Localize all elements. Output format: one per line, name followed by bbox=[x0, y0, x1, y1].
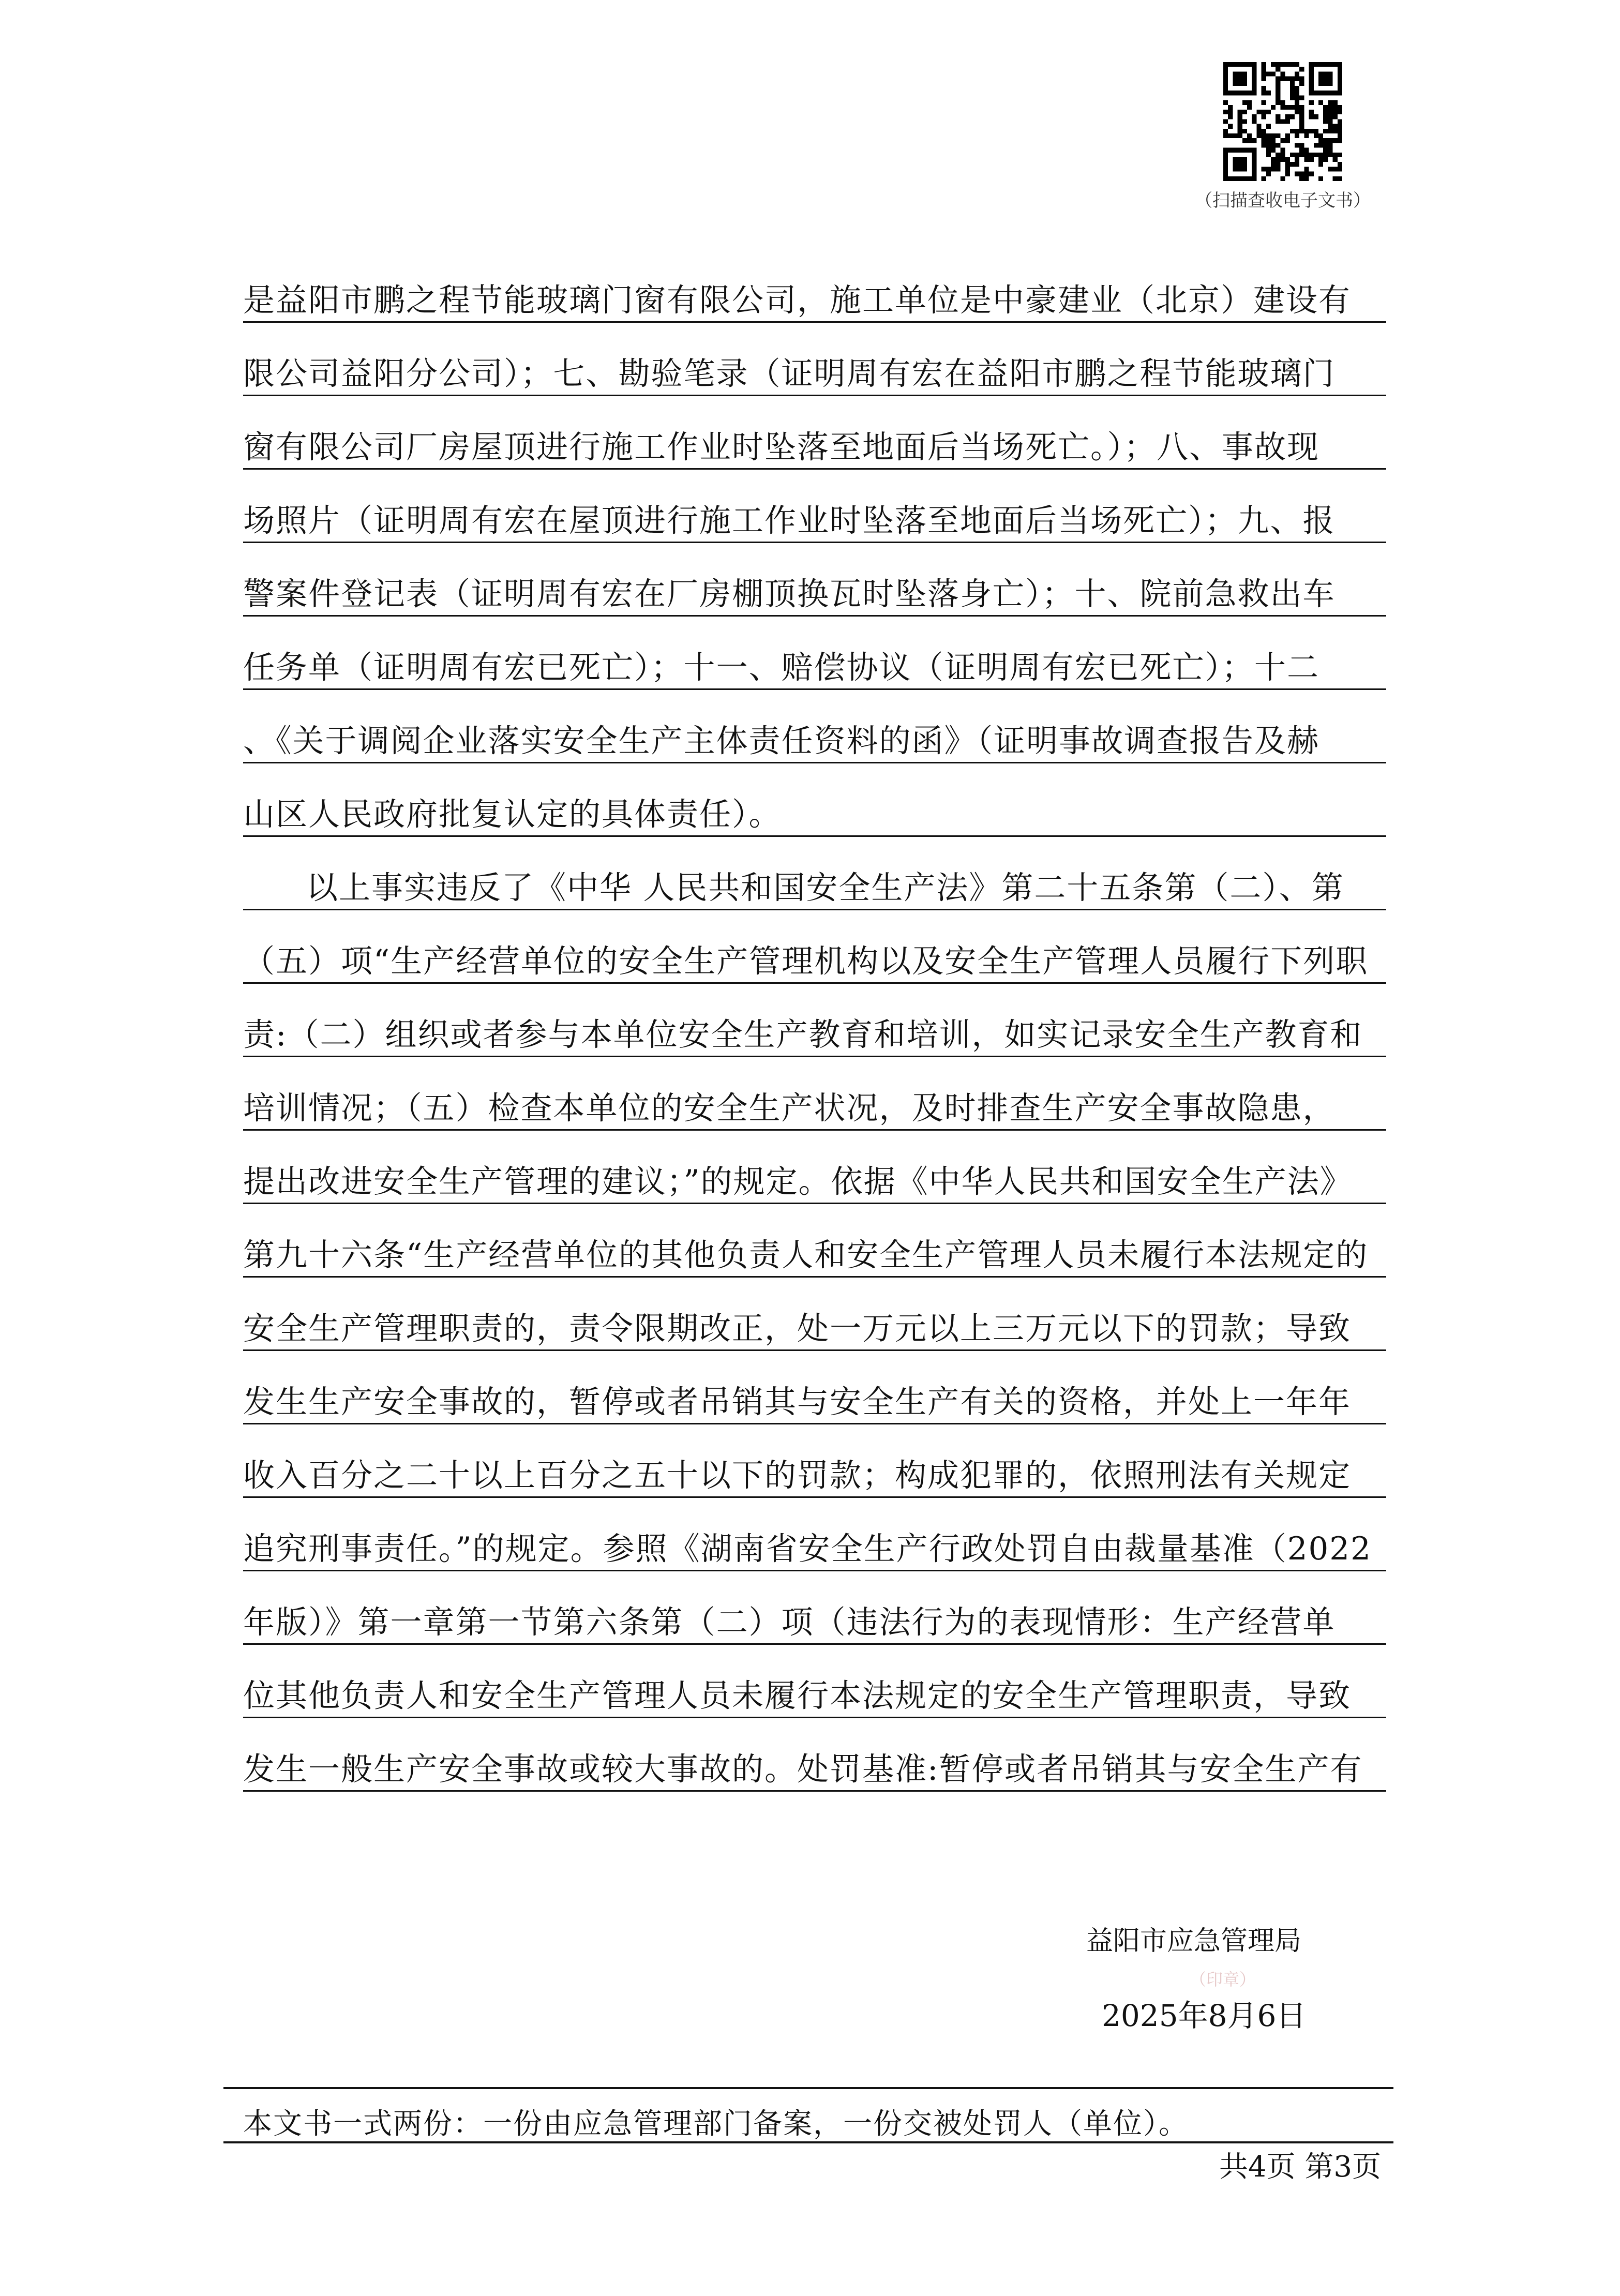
body-line: 培训情况；（五）检查本单位的安全生产状况，及时排查生产安全事故隐患， bbox=[243, 1061, 1386, 1135]
body-line: 警案件登记表（证明周有宏在厂房棚顶换瓦时坠落身亡）；十、院前急救出车 bbox=[243, 547, 1386, 621]
body-line: 责:（二）组织或者参与本单位安全生产教育和培训，如实记录安全生产教育和 bbox=[243, 988, 1386, 1061]
body-line: 发生生产安全事故的，暂停或者吊销其与安全生产有关的资格，并处上一年年 bbox=[243, 1355, 1386, 1429]
body-line: 山区人民政府批复认定的具体责任）。 bbox=[243, 768, 1386, 841]
document-body bbox=[243, 253, 1386, 1796]
body-line: 、《关于调阅企业落实安全生产主体责任资料的函》（证明事故调查报告及赫 bbox=[243, 694, 1386, 768]
body-line: 任务单（证明周有宏已死亡）；十一、赔偿协议（证明周有宏已死亡）；十二 bbox=[243, 621, 1386, 694]
body-line: 提出改进安全生产管理的建议；”的规定。依据《中华人民共和国安全生产法》 bbox=[243, 1135, 1386, 1208]
seal-mark: （印章） bbox=[1190, 1970, 1256, 1989]
body-line: （五）项“生产经营单位的安全生产管理机构以及安全生产管理人员履行下列职 bbox=[243, 914, 1386, 988]
qr-code[interactable] bbox=[1223, 62, 1342, 181]
body-line: 位其他负责人和安全生产管理人员未履行本法规定的安全生产管理职责，导致 bbox=[243, 1649, 1386, 1722]
body-line: 是益阳市鹏之程节能玻璃门窗有限公司，施工单位是中豪建业（北京）建设有 bbox=[243, 253, 1386, 327]
footer-divider-bottom bbox=[223, 2141, 1393, 2143]
body-line: 年版）》第一章第一节第六条第（二）项（违法行为的表现情形：生产经营单 bbox=[243, 1575, 1386, 1649]
body-line: 安全生产管理职责的，责令限期改正，处一万元以上三万元以下的罚款；导致 bbox=[243, 1282, 1386, 1355]
body-line: 窗有限公司厂房屋顶进行施工作业时坠落至地面后当场死亡。）；八、事故现 bbox=[243, 400, 1386, 474]
body-line: 限公司益阳分公司）；七、勘验笔录（证明周有宏在益阳市鹏之程节能玻璃门 bbox=[243, 327, 1386, 400]
body-line: 收入百分之二十以上百分之五十以下的罚款；构成犯罪的，依照刑法有关规定 bbox=[243, 1429, 1386, 1502]
qr-code-image bbox=[1223, 62, 1342, 181]
body-line: 第九十六条“生产经营单位的其他负责人和安全生产管理人员未履行本法规定的 bbox=[243, 1208, 1386, 1282]
body-line: 场照片（证明周有宏在屋顶进行施工作业时坠落至地面后当场死亡）；九、报 bbox=[243, 474, 1386, 547]
body-line-paragraph-start: 以上事实违反了《中华 人民共和国安全生产法》第二十五条第（二）、第 bbox=[243, 841, 1386, 914]
issuing-organization: 益阳市应急管理局 bbox=[1086, 1926, 1302, 1957]
body-line: 追究刑事责任。”的规定。参照《湖南省安全生产行政处罚自由裁量基准（2022 bbox=[243, 1502, 1386, 1575]
footer-note: 本文书一式两份：一份由应急管理部门备案，一份交被处罚人（单位）。 bbox=[243, 2107, 1189, 2141]
body-line: 发生一般生产安全事故或较大事故的。处罚基准:暂停或者吊销其与安全生产有 bbox=[243, 1722, 1386, 1796]
footer-divider-top bbox=[223, 2087, 1393, 2089]
issue-date: 2025年8月6日 bbox=[1102, 1998, 1307, 2033]
page-number: 共4页 第3页 bbox=[1219, 2150, 1381, 2184]
qr-caption: （扫描查收电子文书） bbox=[1195, 190, 1371, 211]
